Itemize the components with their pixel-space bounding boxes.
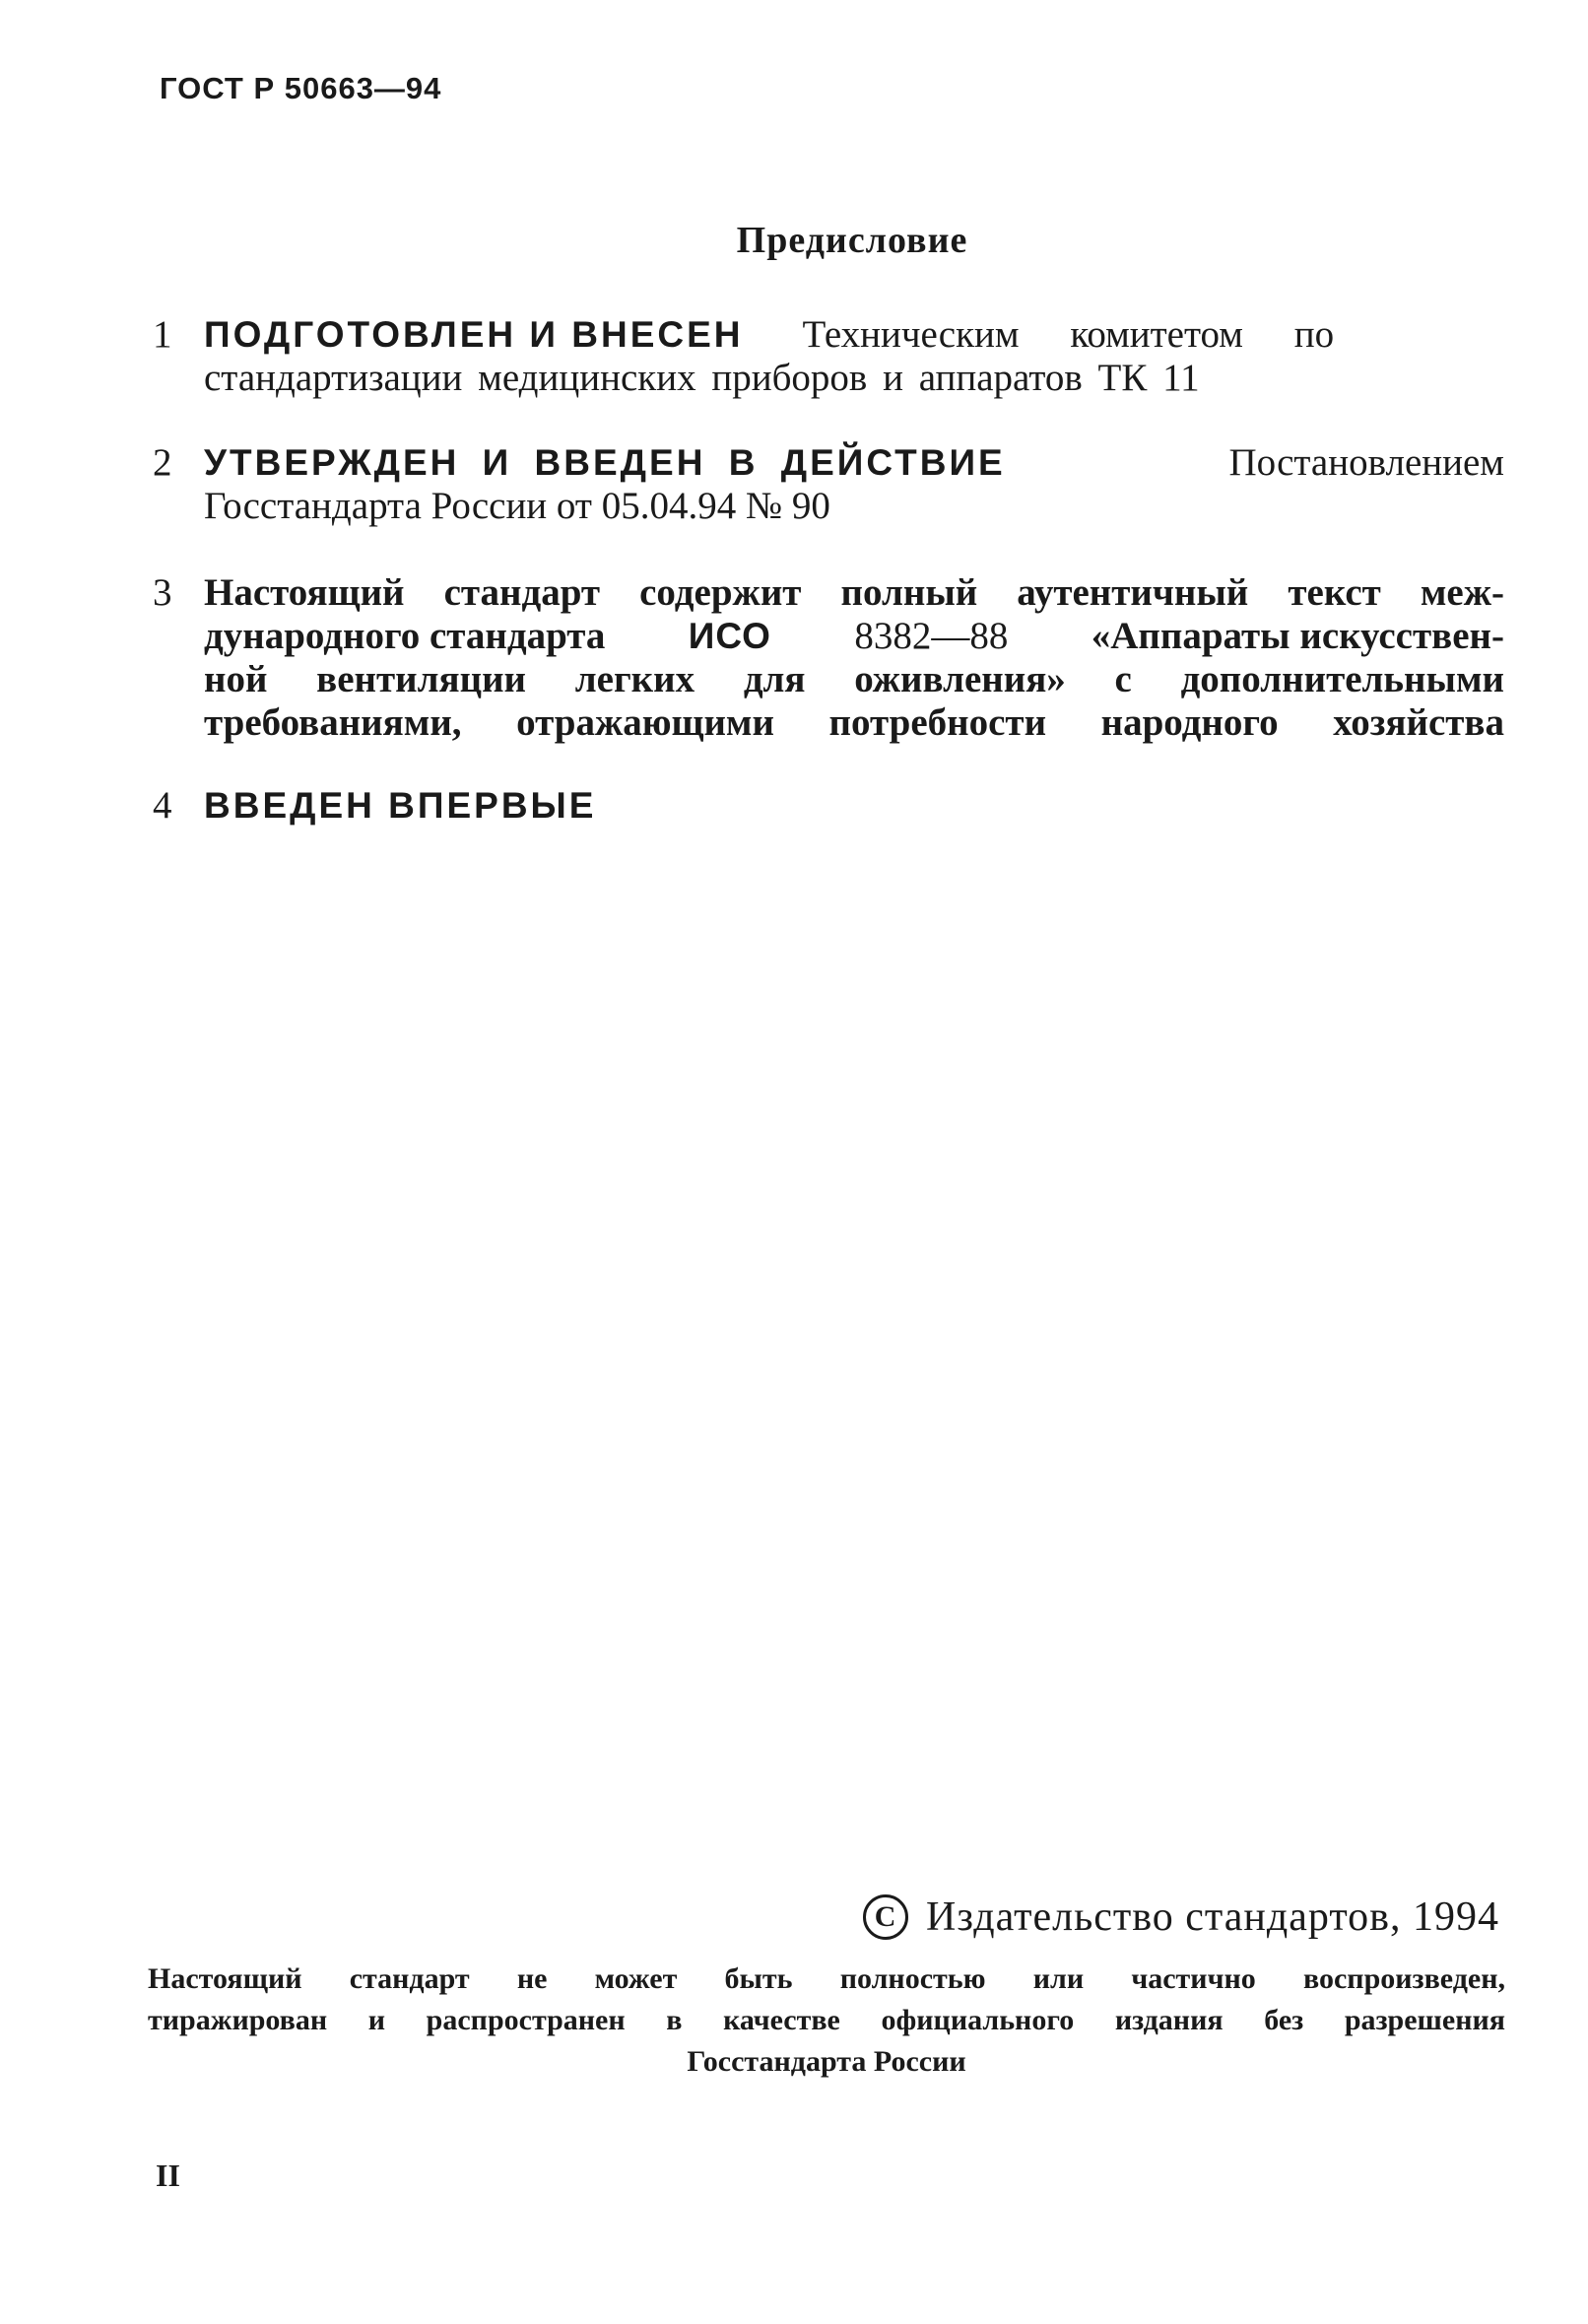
- item-number: 4: [153, 784, 172, 827]
- item-text: 8382—88: [854, 615, 1009, 657]
- notice-line: Настоящий стандарт не может быть полностью или частично воспроизведен,: [148, 1962, 1505, 1995]
- item-text: Техническим комитетом по: [802, 313, 1335, 356]
- notice-line: Госстандарта России: [687, 2045, 966, 2078]
- item-lead: ВВЕДЕН ВПЕРВЫЕ: [204, 785, 597, 826]
- item-text: дународного стандарта: [204, 615, 606, 657]
- copyright-icon: C: [863, 1894, 908, 1940]
- item-line: [204, 615, 1504, 658]
- foreword-item-4: [153, 784, 1504, 828]
- item-text: Постановлением: [1228, 441, 1504, 484]
- item-line: [204, 441, 1504, 485]
- page-number: II: [156, 2158, 180, 2193]
- foreword-item-1: [153, 313, 1504, 408]
- copyright-text: Издательство стандартов, 1994: [926, 1894, 1499, 1940]
- copyright-line: [863, 1893, 1499, 1941]
- foreword-item-3: [153, 571, 1504, 745]
- item-text: Госстандарта России от 05.04.94 № 90: [204, 485, 830, 527]
- item-lead: ПОДГОТОВЛЕН И ВНЕСЕН: [204, 314, 744, 355]
- item-number: 1: [153, 313, 172, 356]
- item-line: Настоящий стандарт содержит полный аутентичный текст меж-: [204, 571, 1504, 614]
- item-line: [204, 313, 1504, 357]
- item-lead: УТВЕРЖДЕН И ВВЕДЕН В ДЕЙСТВИЕ: [204, 442, 1006, 483]
- foreword-item-2: [153, 441, 1504, 528]
- item-number: 3: [153, 571, 172, 614]
- item-text: «Аппараты искусствен-: [1091, 615, 1504, 657]
- item-text: ИСО: [688, 616, 771, 656]
- item-line: требованиями, отражающими потребности народного хозяйства: [204, 701, 1504, 744]
- foreword-title: Предисловие: [736, 220, 968, 261]
- notice-line: тиражирован и распространен в качестве официального издания без разрешения: [148, 2004, 1505, 2036]
- foreword-items: [153, 313, 1504, 828]
- item-line: ной вентиляции легких для оживления» с дополнительными: [204, 658, 1504, 700]
- item-number: 2: [153, 441, 172, 484]
- document-code: ГОСТ Р 50663—94: [160, 71, 442, 105]
- item-text: стандартизации медицинских приборов и аппаратов ТК 11: [204, 357, 1200, 399]
- reproduction-notice: [148, 1959, 1505, 2083]
